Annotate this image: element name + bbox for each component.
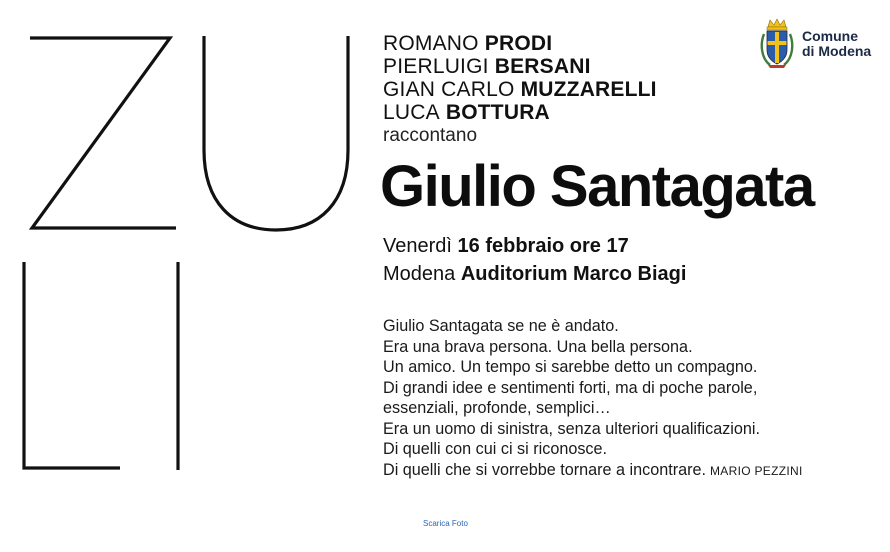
speaker-first-name: PIERLUIGI [383,55,489,78]
modena-coat-of-arms-icon [758,18,796,70]
event-venue [383,260,686,288]
speakers-list [383,32,657,148]
poem-line: Un amico. Un tempo si sarebbe detto un compagno. [383,358,758,376]
event-city: Modena [383,263,456,285]
speaker-last-name: PRODI [484,32,553,55]
event-date-time: 16 febbraio ore 17 [457,235,629,257]
logo-line-2: di Modena [802,43,872,59]
narrate-label: raccontano [383,125,478,146]
event-date [383,232,686,260]
poem-line: essenziali, profonde, semplici… [383,399,611,417]
poem-author: MARIO PEZZINI [710,463,803,478]
poem-line: Di grandi idee e sentimenti forti, ma di poche parole, [383,378,758,397]
download-photo-link[interactable]: Scarica Foto [423,519,468,528]
zuli-letters-graphic [20,30,360,480]
event-venue-name: Auditorium Marco Biagi [460,263,687,285]
poem-line: Di quelli che si vorrebbe tornare a incontrare. [383,460,707,479]
poem-line: Era un uomo di sinistra, senza ulteriori qualificazioni. [383,419,760,438]
poem-line-last [383,460,803,482]
letter-u [204,36,348,230]
speaker-2 [383,55,657,78]
speaker-last-name: BOTTURA [445,101,550,124]
speaker-first-name: LUCA [383,101,440,124]
speaker-first-name: GIAN CARLO [383,78,515,101]
speaker-last-name: MUZZARELLI [520,78,657,101]
letter-l [24,262,120,468]
event-details [383,232,686,288]
speaker-4 [383,101,657,124]
logo-text [802,29,871,59]
speaker-last-name: BERSANI [494,55,591,78]
letter-z [30,38,176,228]
big-letters-zuli [20,30,360,480]
speaker-1 [383,32,657,55]
poem-line: Era una brava persona. Una bella persona. [383,337,693,356]
logo-line-1: Comune [802,28,858,44]
headline-title: Giulio Santagata [380,154,814,219]
speaker-3 [383,78,657,101]
event-day: Venerdì [383,235,452,257]
poem-line: Giulio Santagata se ne è andato. [383,317,619,335]
speaker-first-name: ROMANO [383,32,479,55]
tribute-text [383,316,803,481]
poem-line: Di quelli con cui ci si riconosce. [383,440,608,458]
comune-logo [758,18,871,70]
